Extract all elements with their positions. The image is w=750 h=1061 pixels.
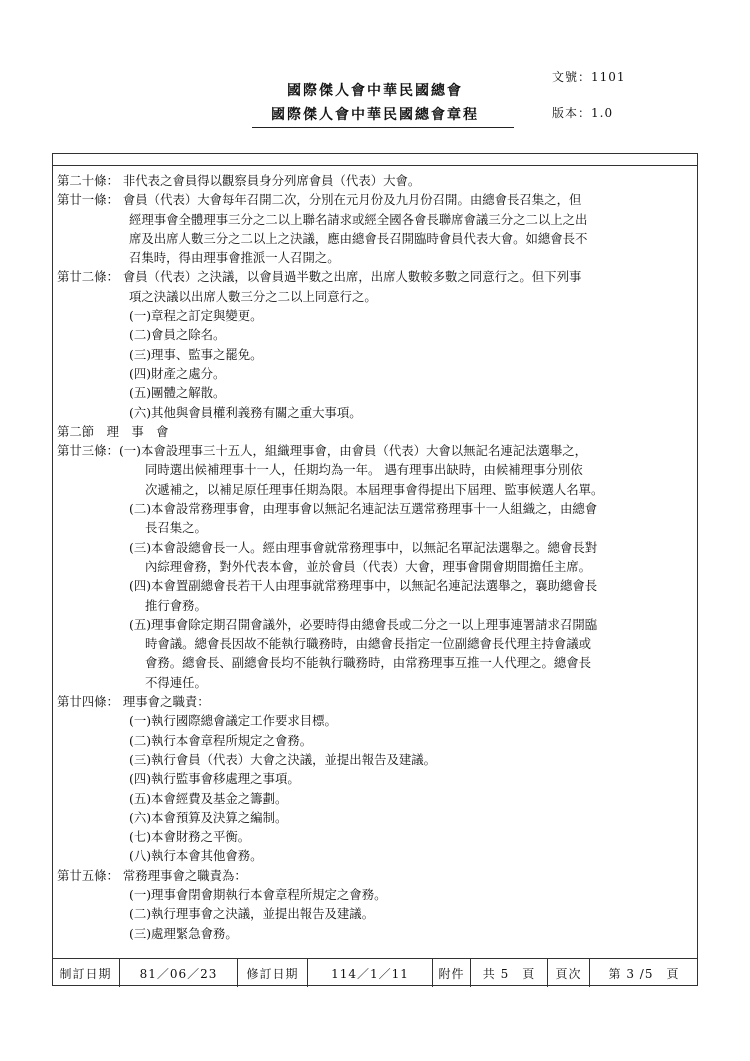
- article-line: (一)理事會閉會期執行本會章程所規定之會務。: [129, 886, 387, 902]
- article-line: (二)會員之除名。: [129, 327, 226, 343]
- article-line: 會務。總會長、副總會長均不能執行職務時，由常務理事互推一人代理之。總會長: [145, 655, 592, 671]
- article-line: 召集時，得由理事會推派一人召開之。: [129, 250, 340, 266]
- article-line: 第二節 理 事 會: [57, 423, 169, 439]
- article-line: 推行會務。: [145, 597, 207, 613]
- article-line: 內綜理會務，對外代表本會，並於會員（代表）大會，理事會開會期間擔任主席。: [145, 558, 592, 574]
- article-line: 第廿四條： 理事會之職責：: [57, 694, 210, 710]
- article-line: 第廿五條： 常務理事會之職責為：: [57, 867, 247, 883]
- article-line: 第廿一條： 會員（代表）大會每年召開二次，分別在元月份及九月份召開。由總會長召集之，但: [57, 192, 582, 208]
- enact-date-label: 制訂日期: [52, 959, 120, 987]
- footer-table: [52, 958, 698, 987]
- organization-name: 國際傑人會中華民國總會: [287, 83, 463, 99]
- article-line: (一)章程之訂定與變更。: [129, 308, 263, 324]
- article-body: [57, 171, 697, 943]
- article-line: (八)執行本會其他會務。: [129, 848, 263, 864]
- page-value: 第 3 /5 頁: [608, 966, 680, 981]
- article-line: (二)本會設常務理事會，由理事會以無記名連記法互選常務理事十一人組織之，由總會: [129, 501, 598, 517]
- article-line: 第廿二條： 會員（代表）之決議，以會員過半數之出席，出席人數較多數之同意行之。但下列事: [57, 269, 582, 285]
- version-meta: [552, 104, 613, 121]
- revise-date-label: 修訂日期: [238, 959, 308, 987]
- article-line: (五)理事會除定期召開會議外，必要時得由總會長或二分之一以上理事連署請求召開臨: [129, 616, 598, 632]
- article-line: 不得連任。: [145, 674, 207, 690]
- article-line: 經理事會全體理事三分之二以上聯名請求或經全國各會長聯席會議三分之二以上之出: [129, 211, 588, 227]
- article-line: 時會議。總會長因故不能執行職務時，由總會長指定一位副總會長代理主持會議或: [145, 636, 592, 652]
- frame-top-rule: [53, 165, 697, 166]
- article-line: (五)團體之解散。: [129, 385, 226, 401]
- article-line: 項之決議以出席人數三分之二以上同意行之。: [129, 288, 377, 304]
- article-line: (六)其他與會員權利義務有關之重大事項。: [129, 404, 362, 420]
- page-label: 頁次: [548, 959, 590, 987]
- article-line: 同時選出候補理事十一人，任期均為一年。 遇有理事出缺時，由候補理事分別依: [145, 462, 583, 478]
- article-line: (三)理事、監事之罷免。: [129, 346, 263, 362]
- article-line: 第廿三條：(一)本會設理事三十五人，組織理事會，由會員（代表）大會以無記名連記法選舉之，: [57, 443, 588, 459]
- article-line: (四)財產之處分。: [129, 365, 226, 381]
- attachment-label: 附件: [433, 959, 471, 987]
- version-value: 1.0: [591, 106, 614, 120]
- doc-number-label: 文號：: [552, 70, 592, 84]
- article-line: (二)執行理事會之決議，並提出報告及建議。: [129, 906, 375, 922]
- article-line: (三)本會設總會長一人。經由理事會就常務理事中，以無記名單記法選舉之。總會長對: [129, 539, 598, 555]
- revise-date-value: 114／1／11: [308, 959, 433, 987]
- article-line: 長召集之。: [145, 520, 207, 536]
- article-line: (一)執行國際總會議定工作要求目標。: [129, 713, 337, 729]
- article-line: (七)本會財務之平衡。: [129, 829, 251, 845]
- article-line: (三)執行會員（代表）大會之決議，並提出報告及建議。: [129, 751, 437, 767]
- title-underline: [252, 127, 514, 128]
- article-line: (二)執行本會章程所規定之會務。: [129, 732, 313, 748]
- version-label: 版本：: [552, 106, 592, 120]
- article-line: (五)本會經費及基金之籌劃。: [129, 790, 288, 806]
- article-line: (四)執行監事會移處理之事項。: [129, 771, 300, 787]
- article-line: 席及出席人數三分之二以上之決議，應由總會長召開臨時會員代表大會。如總會長不: [129, 230, 588, 246]
- article-line: (三)處理緊急會務。: [129, 925, 238, 941]
- article-line: 第二十條： 非代表之會員得以觀察員身分列席會員（代表）大會。: [57, 173, 421, 188]
- article-line: (四)本會置副總會長若干人由理事就常務理事中，以無記名連記法選舉之，襄助總會長: [129, 578, 598, 594]
- article-line: (六)本會預算及決算之編制。: [129, 809, 288, 825]
- document-title: 國際傑人會中華民國總會章程: [271, 107, 479, 123]
- article-line: 次遞補之，以補足原任理事任期為限。本屆理事會得提出下屆理、監事候選人名單。: [145, 481, 604, 497]
- enact-date-value: 81／06／23: [120, 959, 238, 987]
- attachment-value: 共 5 頁: [471, 959, 548, 987]
- doc-number-value: 1101: [591, 70, 626, 84]
